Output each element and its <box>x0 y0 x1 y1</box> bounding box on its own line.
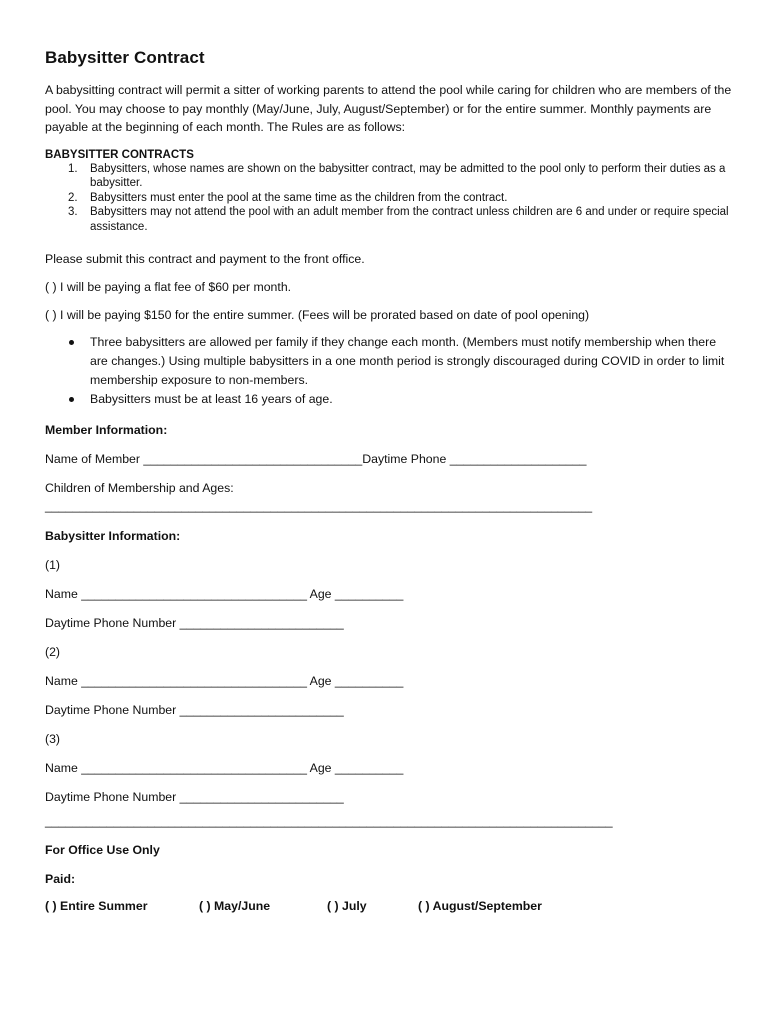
paid-option-entire-summer[interactable]: ( ) Entire Summer <box>45 899 148 913</box>
submit-note: Please submit this contract and payment to the front office. <box>45 252 365 266</box>
paid-option-may-june[interactable]: ( ) May/June <box>199 899 271 913</box>
member-heading: Member Information: <box>45 423 168 437</box>
office-heading: For Office Use Only <box>45 843 160 857</box>
contract-page <box>45 48 735 913</box>
paid-options <box>45 899 735 913</box>
sitter-3-phone-field[interactable]: Daytime Phone Number ________________________ <box>45 790 344 804</box>
sitter-2-name-field[interactable]: Name _________________________________ Age __________ <box>45 674 404 688</box>
rules-heading: BABYSITTER CONTRACTS <box>45 148 194 161</box>
rule-item: 3. Babysitters may not attend the pool with an adult member from the contract unless children are 6 and under or require special assistance. <box>68 206 729 233</box>
paid-option-august-september[interactable]: ( ) August/September <box>418 899 542 913</box>
bullet-dot-icon <box>69 397 74 402</box>
member-name-field[interactable]: Name of Member ________________________________Daytime Phone ____________________ <box>45 452 587 466</box>
sitter-1-phone-field[interactable]: Daytime Phone Number ________________________ <box>45 616 344 630</box>
bullet-dot-icon <box>69 340 74 345</box>
intro-paragraph: A babysitting contract will permit a sitter of working parents to attend the pool while caring for children who are members of the pool. You may choose to pay monthly (May/June, July, August/September) or for the entire summer. Monthly payments are payable at the beginning of each month. The Rules are as follows: <box>45 83 732 134</box>
paid-label: Paid: <box>45 872 76 886</box>
sitter-2-phone-field[interactable]: Daytime Phone Number ________________________ <box>45 703 344 717</box>
children-label: Children of Membership and Ages: <box>45 481 234 495</box>
rules-list <box>45 162 735 235</box>
rule-item: 1. Babysitters, whose names are shown on the babysitter contract, may be admitted to the pool only to perform their duties as a babysitter. <box>68 162 726 189</box>
sitter-3-name-field[interactable]: Name _________________________________ Age __________ <box>45 761 404 775</box>
document-title: Babysitter Contract <box>45 48 205 67</box>
rule-item: 2. Babysitters must enter the pool at the same time as the children from the contract. <box>68 191 508 204</box>
option-monthly: ( ) I will be paying a flat fee of $60 per month. <box>45 280 292 294</box>
paid-option-july[interactable]: ( ) July <box>327 899 367 913</box>
sitter-1-label: (1) <box>45 558 61 572</box>
sitter-2-label: (2) <box>45 645 61 659</box>
bullet-item: Babysitters must be at least 16 years of age. <box>45 390 735 409</box>
children-field[interactable]: ________________________________________________________________________________ <box>45 499 593 513</box>
bullet-item: Three babysitters are allowed per family if they change each month. (Members must notify membership when there are changes.) Using multiple babysitters in a one month period is strongly discouraged during COVID in order to limit membership exposure to non-members. <box>45 333 735 390</box>
option-summer: ( ) I will be paying $150 for the entire summer. (Fees will be prorated based on date of pool opening) <box>45 308 590 322</box>
sitter-1-name-field[interactable]: Name _________________________________ Age __________ <box>45 587 404 601</box>
bullet-list <box>45 333 735 409</box>
sitter-3-label: (3) <box>45 732 61 746</box>
babysitter-heading: Babysitter Information: <box>45 529 181 543</box>
divider-line: ___________________________________________________________________________________ <box>45 814 613 828</box>
